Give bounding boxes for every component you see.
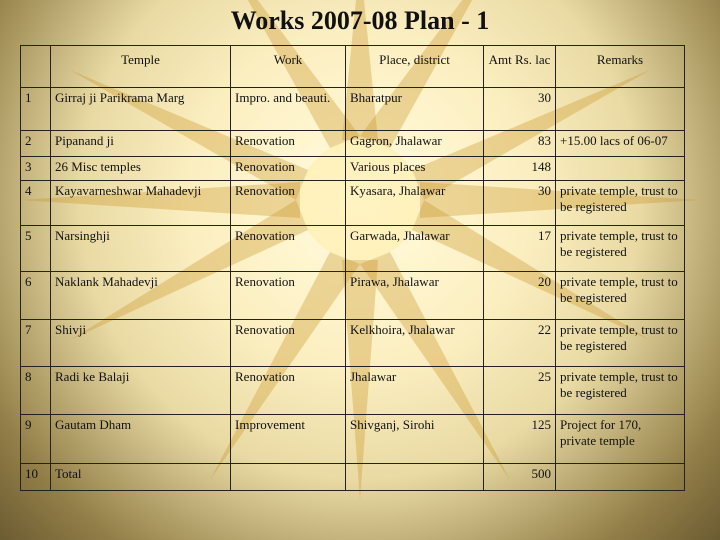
cell-remarks	[556, 463, 685, 490]
cell-no: 1	[21, 88, 51, 131]
cell-temple: Total	[51, 463, 231, 490]
table-row	[21, 88, 685, 131]
header-remarks: Remarks	[556, 46, 685, 88]
cell-remarks: private temple, trust to be registered	[556, 367, 685, 415]
cell-place: Kelkhoira, Jhalawar	[346, 319, 484, 367]
page-title: Works 2007-08 Plan - 1	[230, 6, 490, 35]
cell-remarks	[556, 88, 685, 131]
cell-no: 3	[21, 156, 51, 180]
cell-remarks: Project for 170, private temple	[556, 414, 685, 463]
cell-work: Improvement	[231, 414, 346, 463]
cell-temple: Gautam Dham	[51, 414, 231, 463]
cell-remarks: private temple, trust to be registered	[556, 225, 685, 272]
cell-work: Renovation	[231, 130, 346, 156]
cell-work: Renovation	[231, 367, 346, 415]
cell-no: 8	[21, 367, 51, 415]
cell-work: Renovation	[231, 272, 346, 320]
cell-remarks: +15.00 lacs of 06-07	[556, 130, 685, 156]
table-row	[21, 156, 685, 180]
cell-no: 4	[21, 181, 51, 226]
cell-work: Renovation	[231, 319, 346, 367]
table-row	[21, 272, 685, 320]
cell-amount: 148	[484, 156, 556, 180]
cell-work: Renovation	[231, 156, 346, 180]
cell-amount: 20	[484, 272, 556, 320]
cell-place: Bharatpur	[346, 88, 484, 131]
cell-place: Shivganj, Sirohi	[346, 414, 484, 463]
header-place: Place, district	[346, 46, 484, 88]
cell-no: 5	[21, 225, 51, 272]
cell-temple: Pipanand ji	[51, 130, 231, 156]
cell-amount: 30	[484, 88, 556, 131]
cell-place: Garwada, Jhalawar	[346, 225, 484, 272]
cell-remarks: private temple, trust to be registered	[556, 319, 685, 367]
cell-amount: 500	[484, 463, 556, 490]
table-row-total	[21, 463, 685, 490]
cell-amount: 25	[484, 367, 556, 415]
table-row	[21, 414, 685, 463]
cell-place: Pirawa, Jhalawar	[346, 272, 484, 320]
cell-place: Jhalawar	[346, 367, 484, 415]
header-amount: Amt Rs. lac	[484, 46, 556, 88]
cell-amount: 125	[484, 414, 556, 463]
cell-no: 6	[21, 272, 51, 320]
cell-amount: 17	[484, 225, 556, 272]
cell-temple: Girraj ji Parikrama Marg	[51, 88, 231, 131]
header-work: Work	[231, 46, 346, 88]
cell-temple: 26 Misc temples	[51, 156, 231, 180]
cell-place: Kyasara, Jhalawar	[346, 181, 484, 226]
cell-place: Various places	[346, 156, 484, 180]
cell-temple: Naklank Mahadevji	[51, 272, 231, 320]
table-row	[21, 319, 685, 367]
cell-temple: Shivji	[51, 319, 231, 367]
cell-place	[346, 463, 484, 490]
cell-no: 9	[21, 414, 51, 463]
cell-work: Impro. and beauti.	[231, 88, 346, 131]
cell-temple: Narsinghji	[51, 225, 231, 272]
cell-remarks: private temple, trust to be registered	[556, 181, 685, 226]
table-row	[21, 181, 685, 226]
cell-temple: Kayavarneshwar Mahadevji	[51, 181, 231, 226]
header-temple: Temple	[51, 46, 231, 88]
cell-work: Renovation	[231, 225, 346, 272]
cell-remarks	[556, 156, 685, 180]
cell-no: 7	[21, 319, 51, 367]
cell-no: 2	[21, 130, 51, 156]
cell-work	[231, 463, 346, 490]
cell-amount: 30	[484, 181, 556, 226]
cell-amount: 22	[484, 319, 556, 367]
table-row	[21, 130, 685, 156]
cell-temple: Radi ke Balaji	[51, 367, 231, 415]
cell-remarks: private temple, trust to be registered	[556, 272, 685, 320]
cell-amount: 83	[484, 130, 556, 156]
cell-place: Gagron, Jhalawar	[346, 130, 484, 156]
table-header-row	[21, 46, 685, 88]
table-row	[21, 225, 685, 272]
cell-no: 10	[21, 463, 51, 490]
works-table	[20, 45, 685, 491]
cell-work: Renovation	[231, 181, 346, 226]
table-row	[21, 367, 685, 415]
header-no	[21, 46, 51, 88]
